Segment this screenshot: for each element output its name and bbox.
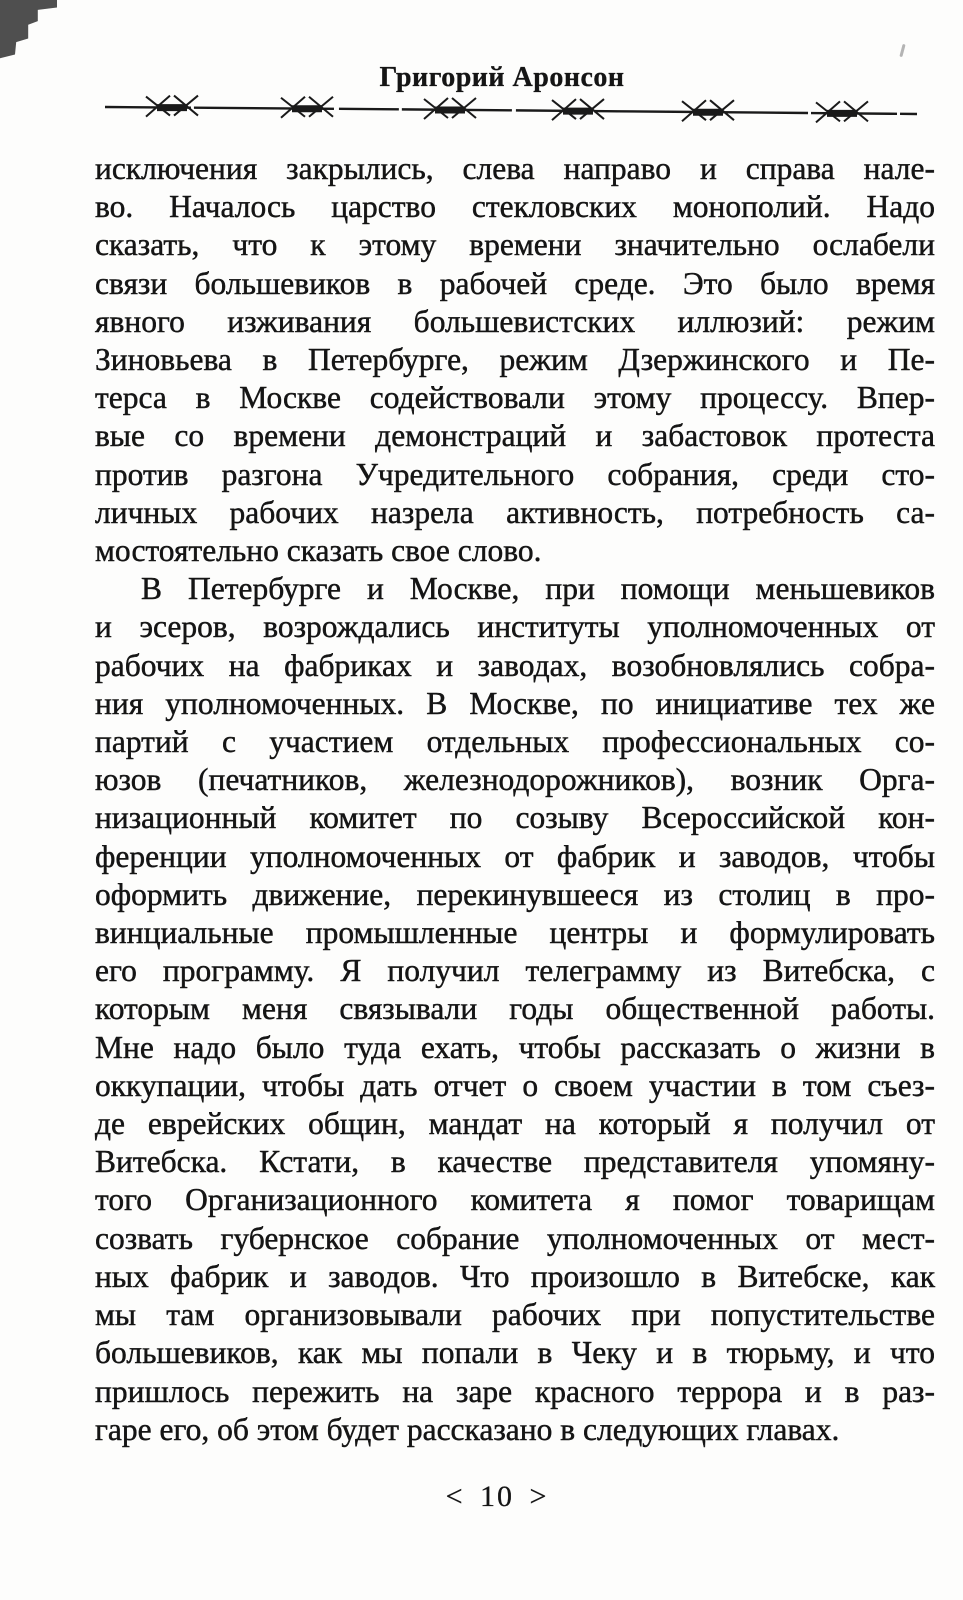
text-line: мы там организовывали рабочих при попустительстве	[95, 1297, 935, 1333]
text-line: личных рабочих назрела активность, потребность са-	[95, 494, 935, 530]
text-line: оккупации, чтобы дать отчет о своем участии в том съез-	[95, 1067, 935, 1103]
text-line: Зиновьева в Петербурге, режим Дзержинского и Пе-	[95, 342, 935, 378]
barbed-wire-divider-icon	[0, 94, 963, 140]
text-line: ных фабрик и заводов. Что произошло в Витебске, как	[95, 1258, 935, 1294]
body-text	[95, 150, 935, 1449]
scan-corner-artifact	[0, 0, 60, 62]
text-line: вые со времени демонстраций и забастовок протеста	[95, 418, 935, 454]
text-line: гаре его, об этом будет рассказано в следующих главах.	[95, 1411, 840, 1447]
text-line: того Организационного комитета я помог товарищам	[95, 1182, 935, 1218]
text-line: сказать, что к этому времени значительно ослабели	[95, 227, 935, 263]
text-line: пришлось пережить на заре красного террора и в раз-	[95, 1373, 935, 1409]
text-line: связи большевиков в рабочей среде. Это было время	[95, 265, 935, 301]
text-line: рабочих на фабриках и заводах, возобновлялись собра-	[95, 647, 935, 683]
text-line: де еврейских общин, мандат на который я получил от	[95, 1106, 935, 1142]
text-line: созвать губернское собрание уполномоченных от мест-	[95, 1220, 935, 1256]
scan-tick-artifact	[899, 44, 905, 57]
text-line: низационный комитет по созыву Всероссийской кон-	[95, 800, 935, 836]
text-line: против разгона Учредительного собрания, среди сто-	[95, 456, 935, 492]
text-line: Мне надо было туда ехать, чтобы рассказать о жизни в	[95, 1029, 935, 1065]
text-line: терса в Москве содействовали этому процессу. Впер-	[95, 380, 935, 416]
text-line: во. Началось царство стекловских монополий. Надо	[95, 189, 935, 225]
text-line: ния уполномоченных. В Москве, по инициативе тех же	[95, 685, 935, 721]
page-header-author: Григорий Аронсон	[379, 62, 625, 93]
text-line: которым меня связывали годы общественной работы.	[95, 991, 935, 1027]
text-line: оформить движение, перекинувшееся из столиц в про-	[95, 876, 935, 912]
text-line: и эсеров, возрождались институты уполномоченных от	[95, 609, 935, 645]
text-line: винциальные промышленные центры и формулировать	[95, 915, 935, 951]
text-line: явного изживания большевистских иллюзий: режим	[95, 303, 935, 339]
text-line: В Петербурге и Москве, при помощи меньшевиков	[141, 571, 935, 607]
text-line: ференции уполномоченных от фабрик и заводов, чтобы	[95, 838, 935, 874]
text-line: юзов (печатников, железнодорожников), возник Орга-	[95, 762, 935, 798]
page-number: < 10 >	[445, 1480, 549, 1513]
text-line: большевиков, как мы попали в Чеку и в тюрьму, и что	[95, 1335, 935, 1371]
text-line: Витебска. Кстати, в качестве представителя упомяну-	[95, 1144, 935, 1180]
text-line: исключения закрылись, слева направо и справа нале-	[95, 151, 935, 186]
text-line: мостоятельно сказать свое слово.	[95, 533, 542, 569]
text-line: его программу. Я получил телеграмму из Витебска, с	[95, 953, 935, 989]
text-line: партий с участием отдельных профессиональных со-	[95, 724, 935, 760]
